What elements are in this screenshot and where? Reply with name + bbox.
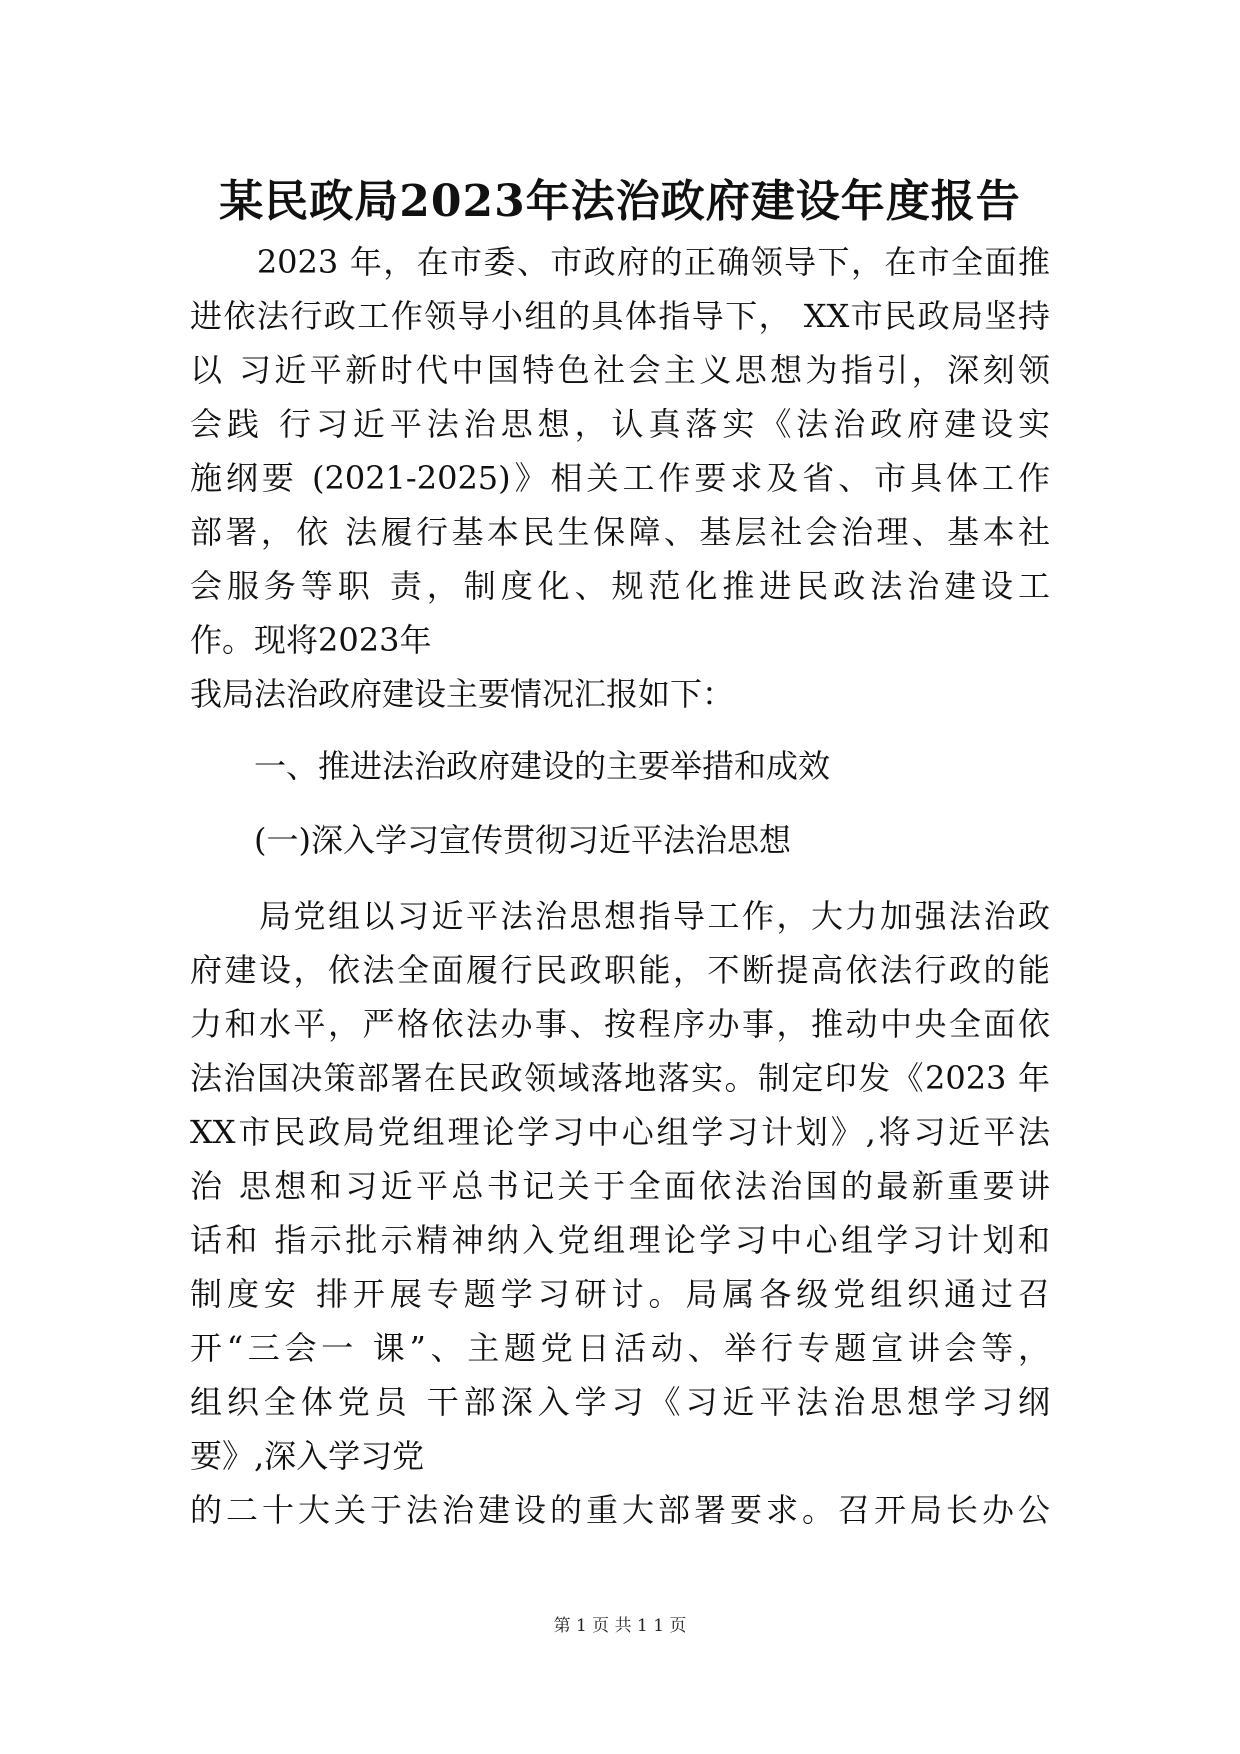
body-line: 治 思想和习近平总书记关于全面依法治国的最新重要讲 — [190, 1167, 1050, 1205]
body-line: 作。现将2023年 — [190, 621, 432, 659]
body-line: 局党组以习近平法治思想指导工作，大力加强法治政 — [190, 897, 1050, 935]
body-line: 2023 年，在市委、市政府的正确领导下，在市全面推 — [190, 243, 1050, 281]
body-line: 进依法行政工作领导小组的具体指导下， XX市民政局坚持 — [190, 297, 1050, 335]
body-line: 会服务等职 责，制度化、规范化推进民政法治建设工 — [190, 567, 1050, 605]
section-heading: 一、推进法治政府建设的主要举措和成效 — [190, 747, 831, 785]
body-line: 法治国决策部署在民政领域落地落实。制定印发《2023 年 — [190, 1059, 1050, 1097]
body-line: 施纲要 (2021-2025)》相关工作要求及省、市具体工作 — [190, 459, 1050, 497]
subsection-heading: (一)深入学习宣传贯彻习近平法治思想 — [190, 821, 791, 859]
body-line: 话和 指示批示精神纳入党组理论学习中心组学习计划和 — [190, 1221, 1050, 1259]
body-line: 府建设，依法全面履行民政职能，不断提高依法行政的能 — [190, 951, 1050, 989]
body-line: XX市民政局党组理论学习中心组学习计划》,将习近平法 — [190, 1113, 1050, 1151]
body-line: 制度安 排开展专题学习研讨。局属各级党组织通过召 — [190, 1275, 1050, 1313]
body-line: 开“三会一 课”、主题党日活动、举行专题宣讲会等， — [190, 1329, 1050, 1367]
body-line: 力和水平，严格依法办事、按程序办事，推动中央全面依 — [190, 1005, 1050, 1043]
document-title: 某民政局2023年法治政府建设年度报告 — [219, 176, 1021, 227]
body-line: 的二十大关于法治建设的重大部署要求。召开局长办公 — [190, 1491, 1050, 1529]
body-line: 要》,深入学习党 — [190, 1437, 425, 1475]
page-number-footer: 第 1 页 共 1 1 页 — [553, 1616, 687, 1636]
body-line: 部署，依 法履行基本民生保障、基层社会治理、基本社 — [190, 513, 1050, 551]
body-line: 以 习近平新时代中国特色社会主义思想为指引，深刻领 — [190, 351, 1050, 389]
body-line: 组织全体党员 干部深入学习《习近平法治思想学习纲 — [190, 1383, 1050, 1421]
body-line: 我局法治政府建设主要情况汇报如下： — [190, 675, 735, 713]
body-line: 会践 行习近平法治思想，认真落实《法治政府建设实 — [190, 405, 1050, 443]
